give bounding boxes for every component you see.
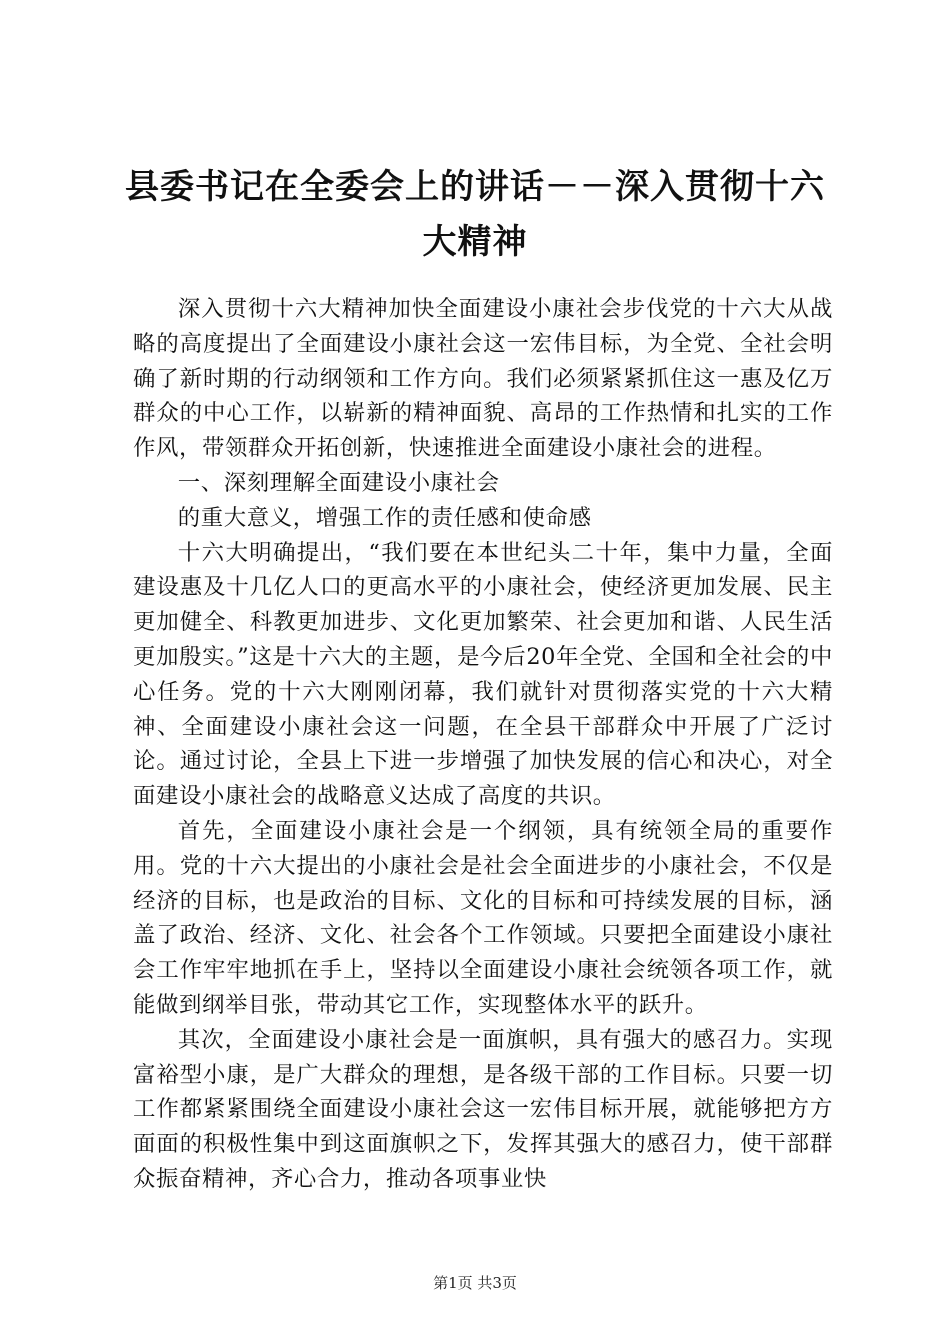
title-line-2: 大精神 (422, 222, 528, 262)
paragraph-second-point: 其次，全面建设小康社会是一面旗帜，具有强大的感召力。实现富裕型小康，是广大群众的理想，是各级干部的工作目标。只要一切工作都紧紧围绕全面建设小康社会这一宏伟目标开展，就能够把方方面面的积极性集中到这面旗帜之下，发挥其强大的感召力，使干部群众振奋精神，齐心合力，推动各项事业快 (133, 1026, 833, 1192)
paragraph-intro: 深入贯彻十六大精神加快全面建设小康社会步伐党的十六大从战略的高度提出了全面建设小康社会这一宏伟目标，为全党、全社会明确了新时期的行动纲领和工作方向。我们必须紧紧抓住这一惠及亿万群众的中心工作，以崭新的精神面貌、高昂的工作热情和扎实的工作作风，带领群众开拓创新，快速推进全面建设小康社会的进程。 (133, 296, 833, 462)
page-indicator: 第1页 共3页 (433, 1274, 517, 1292)
paragraph-first-point: 首先，全面建设小康社会是一个纲领，具有统领全局的重要作用。党的十六大提出的小康社会是社会全面进步的小康社会，不仅是经济的目标，也是政治的目标、文化的目标和可持续发展的目标，涵盖了政治、经济、文化、社会各个工作领域。只要把全面建设小康社会工作牢牢地抓在手上，坚持以全面建设小康社会统领各项工作，就能做到纲举目张，带动其它工作，实现整体水平的跃升。 (133, 817, 833, 1018)
document-title (100, 160, 850, 270)
section-heading-line-1: 一、深刻理解全面建设小康社会 (177, 469, 500, 496)
title-line-1: 县委书记在全委会上的讲话－－深入贯彻十六 (125, 167, 825, 207)
section-heading-line-2: 的重大意义，增强工作的责任感和使命感 (177, 504, 592, 531)
document-body (133, 292, 833, 1197)
paragraph-quote: 十六大明确提出，“我们要在本世纪头二十年，集中力量，全面建设惠及十几亿人口的更高水平的小康社会，使经济更加发展、民主更加健全、科教更加进步、文化更加繁荣、社会更加和谐、人民生活更加殷实。”这是十六大的主题，是今后20年全党、全国和全社会的中心任务。党的十六大刚刚闭幕，我们就针对贯彻落实党的十六大精神、全面建设小康社会这一问题，在全县干部群众中开展了广泛讨论。通过讨论，全县上下进一步增强了加快发展的信心和决心，对全面建设小康社会的战略意义达成了高度的共识。 (133, 539, 833, 810)
